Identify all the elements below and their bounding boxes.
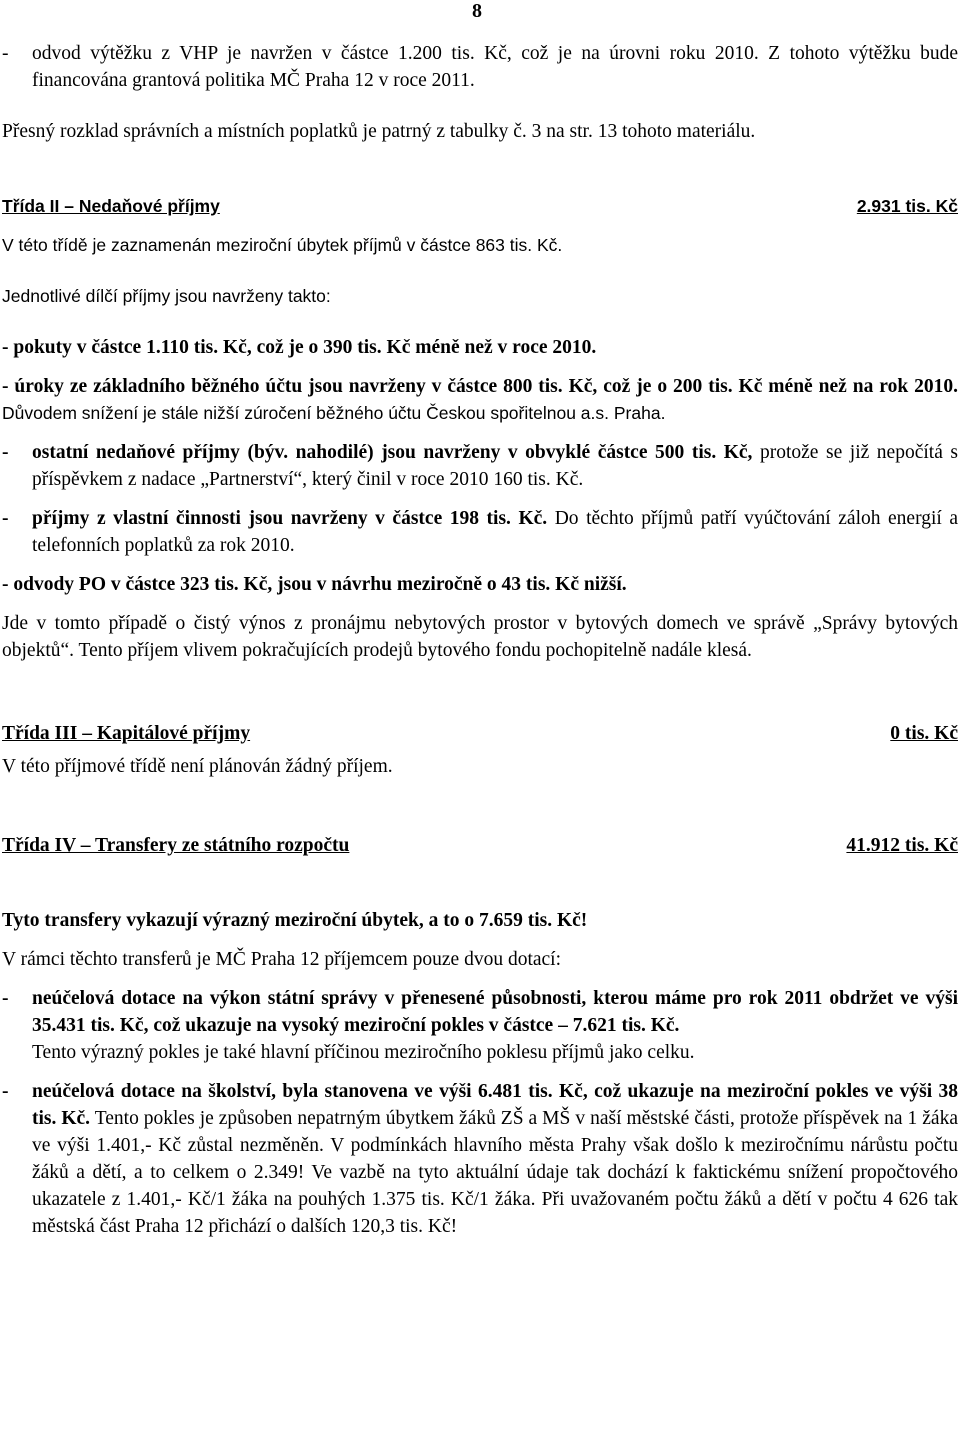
bullet-dash: - [2, 988, 9, 1009]
item-ostatni [2, 439, 958, 493]
item-vlastni [2, 505, 958, 559]
class2-line1: V této třídě je zaznamenán meziroční úbytek příjmů v částce 863 tis. Kč. [2, 235, 563, 255]
class4-heading [2, 832, 958, 859]
item-uroky [2, 373, 958, 427]
class4-amount: 41.912 tis. Kč [846, 835, 958, 856]
bullet-dash: - [2, 43, 9, 64]
class3-heading [2, 720, 958, 747]
item-dotace-skolstvi [2, 1078, 958, 1240]
uroky-bold: - úroky ze základního běžného účtu jsou navrženy v částce 800 tis. Kč, což je o 200 tis. Kč méně než na rok 2010. [2, 376, 958, 397]
item-dotace-statni-sprava [2, 985, 958, 1039]
class2-title: Třída II – Nedaňové příjmy [2, 196, 220, 216]
uroky-rest: Důvodem snížení je stále nižší zúročení běžného účtu Českou spořitelnou a.s. Praha. [2, 403, 666, 423]
dotace-statni-sprava-bold: neúčelová dotace na výkon státní správy v přenesené působnosti, kterou máme pro rok 2011 obdržet ve výši 35.431 tis. Kč, což ukazuje na vysoký meziroční pokles v částce – 7.621 tis. Kč. [32, 988, 958, 1036]
dotace-statni-sprava-note: Tento výrazný pokles je také hlavní příčinou meziročního poklesu příjmů jako celku. [32, 1042, 695, 1063]
bullet-dash: - [2, 508, 9, 529]
class4-intro: V rámci těchto transferů je MČ Praha 12 příjemcem pouze dvou dotací: [2, 949, 562, 970]
ostatni-rest: protože se již nepočítá s příspěvkem z nadace „Partnerství“, který činil v roce 2010 160 tis. Kč. [32, 442, 958, 490]
item-odvody: - odvody PO v částce 323 tis. Kč, jsou v návrhu meziročně o 43 tis. Kč nižší. [2, 574, 627, 595]
class3-amount: 0 tis. Kč [890, 723, 958, 744]
paragraph-poplatky: Přesný rozklad správních a místních poplatků je patrný z tabulky č. 3 na str. 13 tohoto materiálu. [2, 121, 756, 142]
odvody-text: Jde v tomto případě o čistý výnos z pronájmu nebytových prostor v bytových domech ve správě „Správy bytových objektů“. Tento příjem vlivem pokračujících prodejů bytového fondu pochopitelně nadále klesá. [2, 613, 958, 661]
ostatni-bold: ostatní nedaňové příjmy (býv. nahodilé) jsou navrženy v obvyklé částce 500 tis. Kč, [32, 442, 753, 463]
class4-summary: Tyto transfery vykazují výrazný meziroční úbytek, a to o 7.659 tis. Kč! [2, 910, 588, 931]
page-number: 8 [472, 0, 482, 22]
class2-amount: 2.931 tis. Kč [856, 196, 958, 216]
item-pokuty: - pokuty v částce 1.110 tis. Kč, což je o 390 tis. Kč méně než v roce 2010. [2, 337, 597, 358]
dotace-skolstvi-rest: Tento pokles je způsoben nepatrným úbytkem žáků ZŠ a MŠ v naší městské části, protože příspěvek na 1 žáka ve výši 1.401,- Kč zůstal nezměněn. V podmínkách hlavního města Prahy však došlo k meziročnímu nárůstu počtu žáků a dětí, a to celkem o 2.349! Ve vazbě na tyto aktuální údaje tak dochází k faktickému snížení propočtového ukazatele z 1.401,- Kč/1 žáka na pouhých 1.375 tis. Kč/1 žáka. Při uvažovaném počtu žáků a dětí v počtu 4 626 tak městská část Praha 12 přichází o dalších 120,3 tis. Kč! [32, 1108, 958, 1237]
class2-line2: Jednotlivé dílčí příjmy jsou navrženy takto: [2, 286, 331, 306]
vhp-text: odvod výtěžku z VHP je navržen v částce 1.200 tis. Kč, což je na úrovni roku 2010. Z tohoto výtěžku bude financována grantová politika MČ Praha 12 v roce 2011. [32, 43, 958, 91]
class2-heading [2, 193, 958, 220]
class3-title: Třída III – Kapitálové příjmy [2, 723, 251, 744]
paragraph-vhp [2, 40, 958, 94]
dotace-statni-sprava-note-wrap [2, 1039, 958, 1066]
vlastni-rest: Do těchto příjmů patří vyúčtování záloh energií a telefonních poplatků za rok 2010. [32, 508, 959, 556]
class4-title: Třída IV – Transfery ze státního rozpočtu [2, 835, 350, 856]
vlastni-bold: příjmy z vlastní činnosti jsou navrženy v částce 198 tis. Kč. [32, 508, 548, 529]
document-body [2, 40, 958, 1240]
bullet-dash: - [2, 442, 9, 463]
class3-line: V této příjmové třídě není plánován žádný příjem. [2, 756, 393, 777]
dotace-skolstvi-bold: neúčelová dotace na školství, byla stanovena ve výši 6.481 tis. Kč, což ukazuje na meziroční pokles ve výši 38 tis. Kč. [32, 1081, 958, 1129]
bullet-dash: - [2, 1081, 9, 1102]
